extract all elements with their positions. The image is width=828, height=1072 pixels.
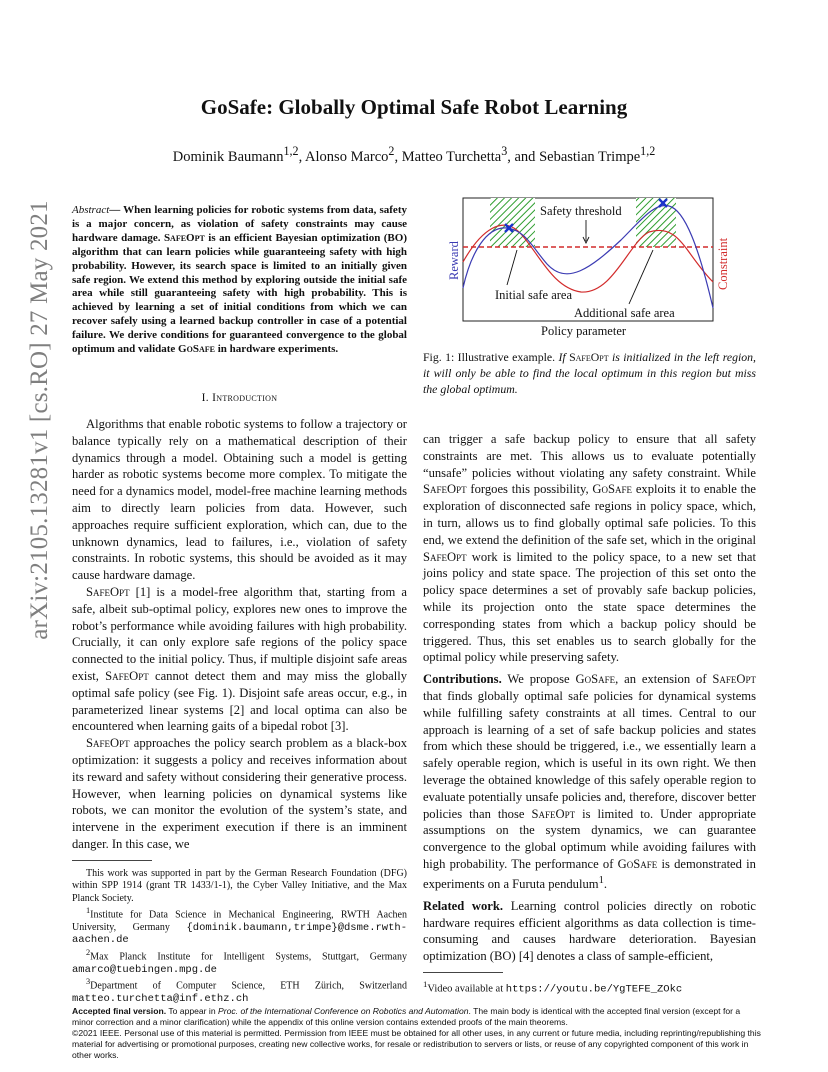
caption-label: Fig. 1: Illustrative example. (423, 350, 559, 364)
policy-parameter-axis-label: Policy parameter (541, 324, 627, 338)
algorithm-name: SafeOpt (163, 231, 205, 244)
footnote-rule (72, 860, 152, 861)
paragraph: SafeOpt [1] is a model-free algorithm that, starting from a safe, albeit sub-optimal policy, explores new ones to improve the robot’s performance while avoiding failures with high probability. Crucially, it can only explore safe regions of the policy space connected to the initial policy. Thus, if multiple disjoint safe areas exist, SafeOpt cannot detect them and may miss the globally optimal safe policy (see Fig. 1). Disjoint safe areas occur, e.g., in parameterized linear systems [2] and local optima can also be encountered when learning gaits of a bipedal robot [3]. (72, 584, 408, 734)
venue-name: Proc. of the International Conference on Robotics and Automation (218, 1006, 469, 1016)
author-name: Alonso Marco (305, 148, 389, 165)
author-name: Sebastian Trimpe (539, 148, 641, 165)
email: amarco@tuebingen.mpg.de (72, 963, 217, 976)
author-affiliation: 1,2 (283, 144, 299, 158)
figure-1-diagram (441, 190, 731, 345)
affiliation-note: $^2$Max Planck Institute for Intelligent Systems, Stuttgart, Germany amarco@tuebingen.mpg.de (72, 947, 407, 976)
section-heading: I. Introduction (201, 392, 278, 404)
video-footnote: $^1$Video available at https://youtu.be/YgTEFE_ZOkc (423, 979, 683, 996)
arxiv-identifier-text: arXiv:2105.13281v1 [cs.RO] 27 May 2021 (26, 200, 53, 640)
email: {dominik.baumann,trimpe}@dsme.rwth-aachen.de (72, 921, 408, 947)
author-list: Dominik Baumann$^{1,2}$, Alonso Marco$^2$, Matteo Turchetta$^3$, and Sebastian Trimpe$^{1,2}$ (172, 144, 656, 165)
right-column-body (423, 431, 756, 965)
paragraph: Algorithms that enable robotic systems to follow a trajectory or balance typically rely on a mathematical description of their dynamics through a model. Obtaining such a model is getting harder as robotic systems become more complex. To mitigate the need for a dynamics model, model-free machine learning methods aim to directly learn policies from data. However, such approaches require sufficient exploration, which can, due to the unknown dynamics, lead to failures, i.e., violation of safety constraints. In robotic systems, this should be avoided as it may cause hardware damage. (72, 417, 407, 583)
reward-axis-label: Reward (447, 241, 461, 280)
figure-1 (441, 190, 731, 345)
safety-threshold-label: Safety threshold (540, 204, 622, 218)
author-affiliation: 3 (501, 144, 508, 158)
paragraph: can trigger a safe backup policy to ensure that all safety constraints are met. This allows us to evaluate potentially “unsafe” policies without violating any safety constraint. While SafeOpt forgoes this possibility, GoSafe exploits it to enable the exploration of disconnected safe regions in policy space, which, in turn, allows us to find globally optimal safe policies. To this end, we extend the definition of the safe set, which in the original SafeOpt work is limited to the policy space, to a new set that joins policy and state space. The projection of this set onto the policy space determines a set of provably safe backup policies, while its projection onto the state space determines the corresponding states from which a backup policy should be triggered. Thus, this set enables us to search globally for the optimal policy while preserving safety. (423, 432, 756, 665)
footnotes-left (72, 868, 407, 1005)
publication-notice: Accepted final version. To appear in Proc. of the International Conference on Robotics and Automation. The main body is identical with the accepted final version (except for a minor correction and a minor clarification) while the appendix of this online version contains extended proofs of the main theorems. ©2021 IEEE. Personal use of this material is permitted. Permission from IEEE must be obtained for all other uses, in any current or future media, including reprinting/republishing this material for advertising or promotional purposes, creating new collective works, for resale or redistribution to servers or lists, or reuse of any copyrighted component of this work in other works. (72, 1006, 761, 1060)
paragraph: SafeOpt approaches the policy search problem as a black-box optimization: it suggests a policy and receives information about its reward and safety without considering their generative process. However, when learning policies on dynamical systems like robots, we can monitor the evolution of the system’s state, and intervene in the experiment execution if there is an imminent danger. In this case, we (72, 736, 407, 851)
initial-safe-area-label: Initial safe area (495, 288, 573, 302)
paragraph: Related work. Learning control policies directly on robotic hardware requires efficient algorithms as data collection is time-consuming and causes hardware deterioration. Bayesian optimization (BO) [4] denotes a class of sample-efficient, (423, 898, 756, 964)
algorithm-name: GoSafe (178, 343, 215, 356)
footnote-rule (423, 972, 503, 973)
copyright-notice: ©2021 IEEE. Personal use of this material is permitted. Permission from IEEE must be obtained for all other uses, in any current or future media, including reprinting/republishing this material for advertising or promotional purposes, creating new collective works, for resale or redistribution to servers or lists, or reuse of any copyrighted component of this work in other works. (72, 1028, 761, 1060)
author-affiliation: 1,2 (640, 144, 656, 158)
related-work-heading: Related work. (423, 898, 504, 913)
initial-safe-area-arrow (507, 250, 517, 285)
paragraph: Contributions. We propose GoSafe, an extension of SafeOpt that finds globally optimal safe policies for dynamical systems while fulfilling safety constraints at all times. Central to our approach is learning of a set of safe backup policies and states from which these should be triggered, i.e., we essentially learn a safely operable region, which is useful in its own right. We then leverage the obtained knowledge of this safely operable region to evaluate potentially unsafe policies and, therefore, discover better policies than those SafeOpt is limited to. Under appropriate assumptions on the system dynamics, we can guarantee convergence to the global optimum while avoiding failures with high probability. The performance of GoSafe is demonstrated in experiments on a Furuta pendulum$^1$. (423, 672, 756, 891)
paper-title: GoSafe: Globally Optimal Safe Robot Learning (200, 95, 628, 119)
email: matteo.turchetta@inf.ethz.ch (72, 992, 249, 1005)
additional-safe-area-label: Additional safe area (574, 306, 675, 320)
left-column-body (72, 416, 407, 853)
initial-safe-area-region (490, 198, 535, 247)
arxiv-identifier (14, 60, 66, 780)
additional-safe-area-arrow (629, 250, 653, 304)
constraint-axis-label: Constraint (716, 237, 730, 290)
video-link[interactable]: https://youtu.be/YgTEFE_ZOkc (505, 983, 683, 996)
figure-caption: Fig. 1: Illustrative example. If SafeOpt is initialized in the left region, it will only be able to find the local optimum in this region but miss the global optimum. (423, 350, 757, 396)
affiliation-note: $^1$Institute for Data Science in Mechanical Engineering, RWTH Aachen University, Germany {dominik.baumann,trimpe}@dsme.rwth-aachen.de (72, 906, 408, 947)
abstract-label: Abstract (72, 204, 110, 216)
affiliation-note: $^3$Department of Computer Science, ETH Zürich, Switzerland matteo.turchetta@inf.ethz.ch (72, 976, 407, 1005)
author-name: Dominik Baumann (172, 148, 284, 165)
funding-note: This work was supported in part by the German Research Foundation (DFG) within SPP 1914 (grant TR 1433/1-1), the Cyber Valley Initiative, and the Max Planck Society. (72, 868, 407, 904)
notice-label: Accepted final version. (72, 1006, 167, 1016)
footnote-marker: 1 (598, 874, 604, 886)
author-name: Matteo Turchetta (401, 148, 502, 165)
additional-safe-area-region (636, 198, 676, 247)
contributions-heading: Contributions. (423, 672, 502, 687)
abstract: Abstract— When learning policies for robotic systems from data, safety is a major concern, as violation of safety constraints may cause hardware damage. SafeOpt is an efficient Bayesian optimization (BO) algorithm that can learn policies while guaranteeing safety with high probability. However, its search space is limited to an initially given safe region. We extend this method by exploring outside the initial safe area while still guaranteeing safety with high probability. This is achieved by learning a set of initial conditions from which we can recover safely using a learned backup controller in case of a potential failure. We derive conditions for guaranteed convergence to the global optimum and validate GoSafe in hardware experiments. (72, 204, 407, 356)
author-affiliation: 2 (388, 144, 395, 158)
